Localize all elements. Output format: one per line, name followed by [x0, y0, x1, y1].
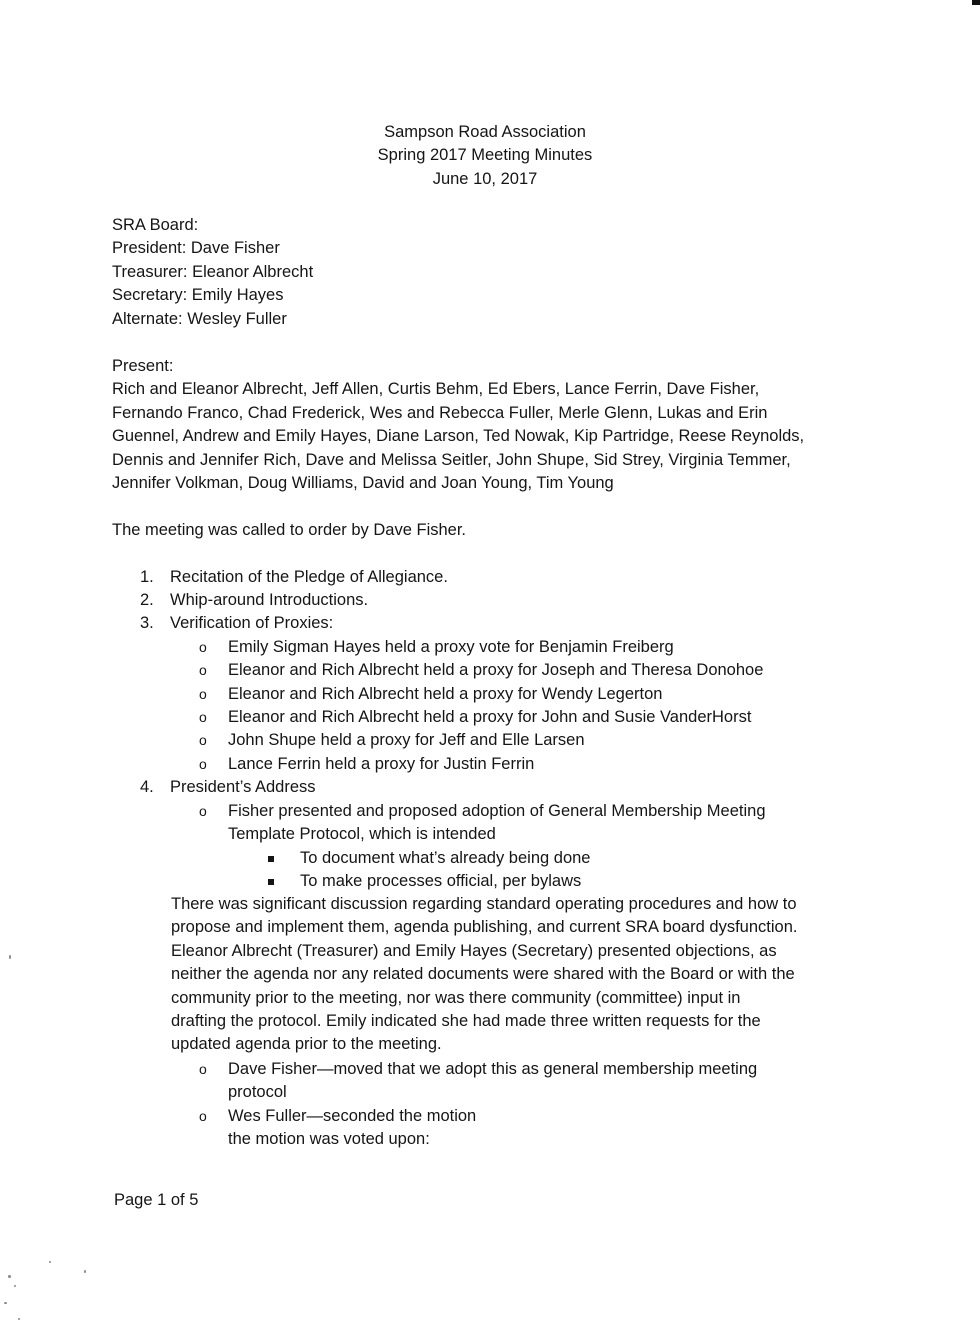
agenda-text: Verification of Proxies:: [170, 614, 334, 632]
scan-corner-mark: [972, 0, 980, 5]
square-bullet-icon: [268, 879, 274, 885]
attendee-line: Jennifer Volkman, Doug Williams, David and Joan Young, Tim Young: [112, 474, 614, 493]
agenda-number: 2.: [140, 591, 154, 609]
circle-bullet-icon: o: [199, 662, 207, 678]
discussion-line: There was significant discussion regarding standard operating procedures and how to: [171, 895, 797, 913]
attendee-line: Guennel, Andrew and Emily Hayes, Diane Larson, Ted Nowak, Kip Partridge, Reese Reynolds,: [112, 427, 805, 446]
second-text: Wes Fuller—seconded the motion: [228, 1107, 477, 1125]
circle-bullet-icon: o: [199, 1061, 207, 1077]
attendee-line: Fernando Franco, Chad Frederick, Wes and Rebecca Fuller, Merle Glenn, Lukas and Erin: [112, 403, 768, 422]
proxy-text: Eleanor and Rich Albrecht held a proxy for Joseph and Theresa Donohoe: [228, 661, 764, 679]
agenda-number: 4.: [140, 778, 154, 796]
vote-text: the motion was voted upon:: [228, 1130, 430, 1148]
circle-bullet-icon: o: [199, 803, 207, 819]
discussion-line: updated agenda prior to the meeting.: [171, 1035, 442, 1054]
board-member: President: Dave Fisher: [112, 239, 280, 258]
call-to-order: The meeting was called to order by Dave Fisher.: [112, 521, 467, 539]
board-section: [112, 214, 313, 331]
proposal-text: Fisher presented and proposed adoption of General Membership Meeting: [228, 802, 766, 820]
attendee-line: Rich and Eleanor Albrecht, Jeff Allen, Curtis Behm, Ed Ebers, Lance Ferrin, Dave Fisher,: [112, 380, 760, 399]
attendee-line: Dennis and Jennifer Rich, Dave and Melissa Seitler, John Shupe, Sid Strey, Virginia Temmer,: [112, 450, 791, 469]
discussion-line: community prior to the meeting, nor was there community (committee) input in: [171, 988, 741, 1007]
discussion-paragraph: [171, 893, 861, 1057]
intent-text: To make processes official, per bylaws: [300, 872, 582, 890]
circle-bullet-icon: o: [199, 756, 207, 772]
present-heading: Present:: [112, 357, 174, 375]
circle-bullet-icon: o: [199, 639, 207, 655]
agenda-text: Whip-around Introductions.: [170, 591, 369, 609]
document-title: Spring 2017 Meeting Minutes: [377, 146, 593, 165]
board-member: Treasurer: Eleanor Albrecht: [112, 262, 314, 281]
proposal-text: Template Protocol, which is intended: [228, 825, 496, 843]
board-heading: SRA Board:: [112, 216, 199, 234]
proxy-text: Eleanor and Rich Albrecht held a proxy for Wendy Legerton: [228, 685, 663, 703]
proxy-text: Emily Sigman Hayes held a proxy vote for Benjamin Freiberg: [228, 638, 674, 656]
circle-bullet-icon: o: [199, 686, 207, 702]
present-section: [112, 355, 872, 495]
discussion-line: Eleanor Albrecht (Treasurer) and Emily Hayes (Secretary) presented objections, as: [171, 941, 777, 960]
proxy-text: Eleanor and Rich Albrecht held a proxy for John and Susie VanderHorst: [228, 708, 752, 726]
agenda-number: 3.: [140, 614, 154, 632]
page-number: Page 1 of 5: [114, 1191, 199, 1209]
discussion-line: neither the agenda nor any related documents were shared with the Board or with the: [171, 965, 795, 984]
intent-text: To document what’s already being done: [300, 849, 591, 867]
discussion-line: propose and implement them, agenda publishing, and current SRA board dysfunction.: [171, 918, 798, 937]
motion-text: protocol: [228, 1083, 287, 1101]
square-bullet-icon: [268, 856, 274, 862]
circle-bullet-icon: o: [199, 1108, 207, 1124]
circle-bullet-icon: o: [199, 732, 207, 748]
circle-bullet-icon: o: [199, 709, 207, 725]
meeting-date: June 10, 2017: [432, 169, 538, 188]
discussion-line: drafting the protocol. Emily indicated she had made three written requests for the: [171, 1012, 761, 1031]
agenda-text: President’s Address: [170, 778, 316, 796]
motion-text: Dave Fisher—moved that we adopt this as general membership meeting: [228, 1060, 758, 1078]
proxy-text: Lance Ferrin held a proxy for Justin Ferrin: [228, 755, 535, 773]
proxy-text: John Shupe held a proxy for Jeff and Elle Larsen: [228, 731, 585, 749]
agenda-number: 1.: [140, 568, 154, 586]
document-header: [0, 121, 970, 191]
board-member: Secretary: Emily Hayes: [112, 286, 284, 305]
board-member: Alternate: Wesley Fuller: [112, 309, 287, 328]
agenda-text: Recitation of the Pledge of Allegiance.: [170, 568, 448, 586]
org-name: Sampson Road Association: [384, 123, 586, 141]
